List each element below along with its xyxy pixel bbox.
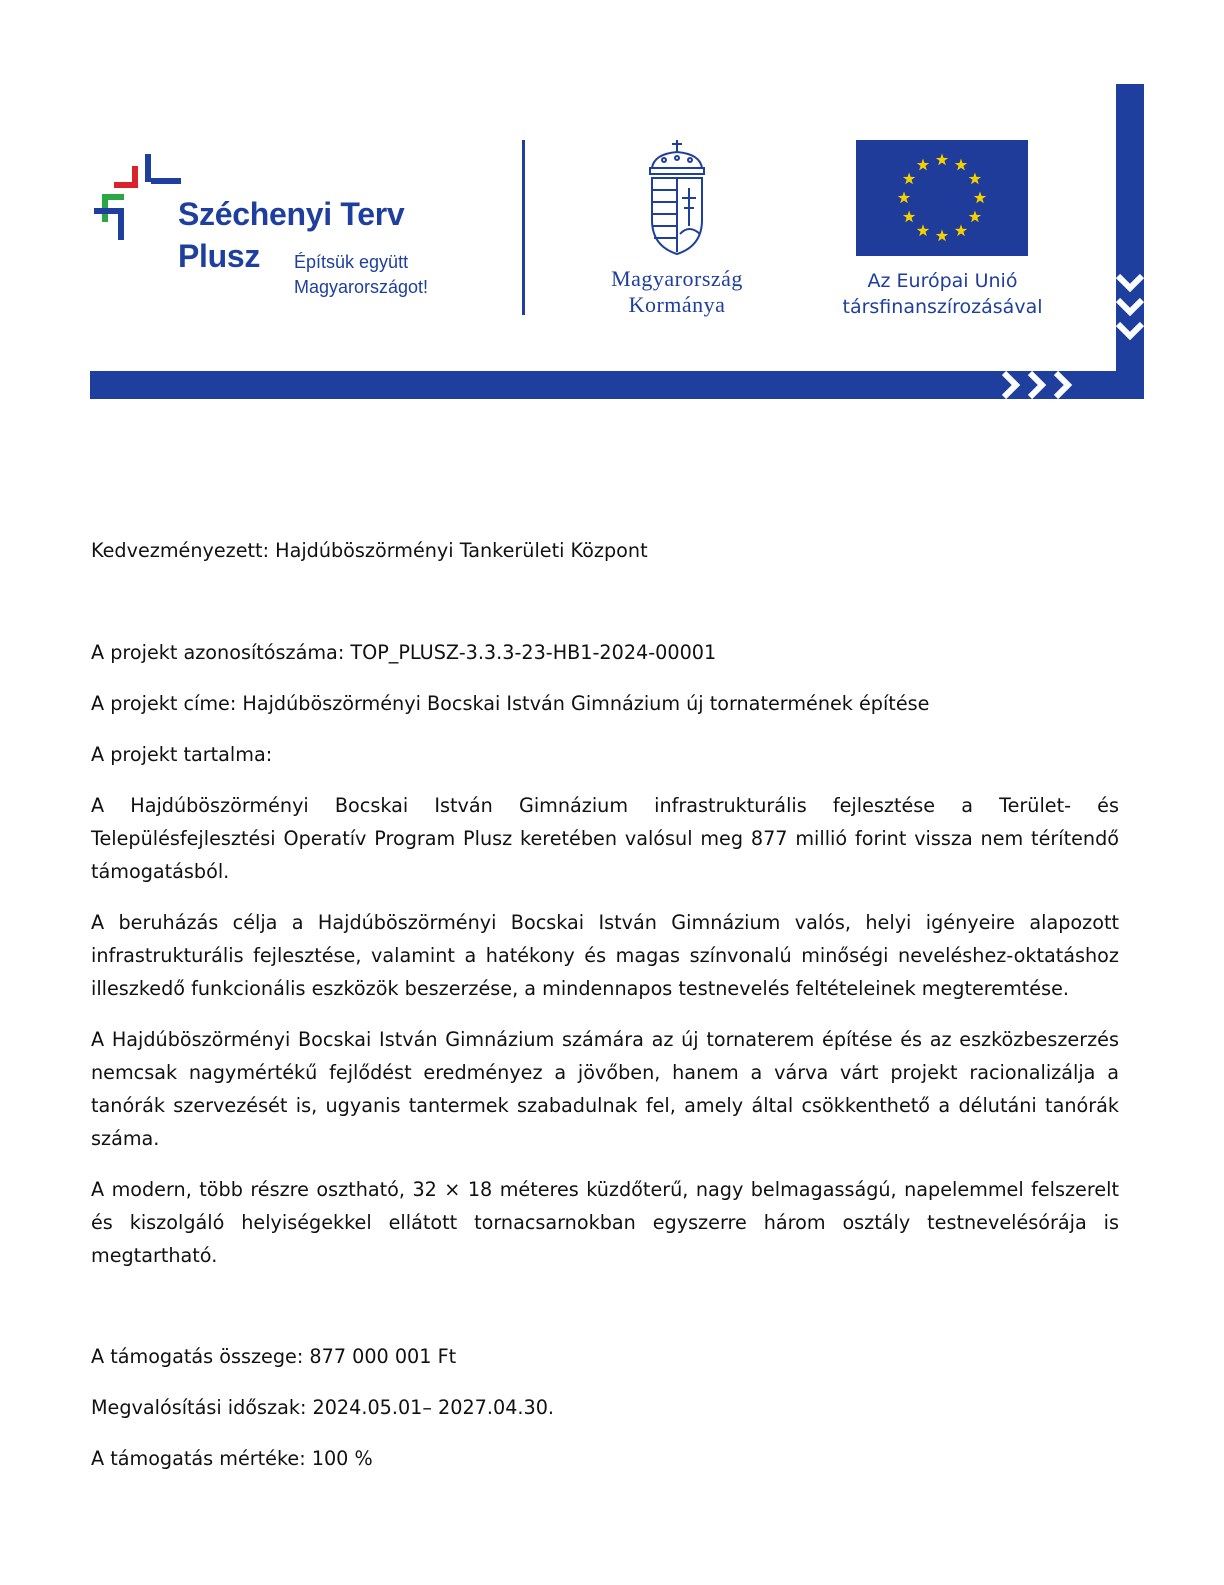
logo-divider: [522, 140, 525, 315]
government-name: [572, 266, 782, 318]
coat-of-arms-icon: [644, 138, 710, 258]
frame-right-bar: [1116, 84, 1144, 399]
beneficiary: Kedvezményezett: Hajdúböszörményi Tankerületi Központ: [91, 539, 648, 562]
eu-caption-line-2: társfinanszírozásával: [842, 296, 1043, 318]
government-line-1: Magyarország: [611, 266, 743, 291]
frame-bottom-bar: [90, 371, 1144, 399]
eu-caption: [820, 268, 1065, 320]
paragraph-3: A Hajdúböszörményi Bocskai István Gimnázium számára az új tornaterem építése és az eszközbeszerzés nemcsak nagymértékű fejlődést eredményez a jövőben, hanem a várva várt projekt racionalizálja a tanórák szervezését is, ugyanis tantermek szabadulnak fel, amely által csökkenthető a délutáni tanórák száma.: [91, 1028, 1119, 1150]
government-line-2: Kormánya: [628, 292, 726, 317]
szechenyi-title: Széchenyi Terv: [178, 196, 405, 232]
eu-flag-icon: [856, 140, 1028, 256]
project-id: A projekt azonosítószáma: TOP_PLUSZ-3.3.3-23-HB1-2024-00001: [91, 641, 717, 664]
project-title: A projekt címe: Hajdúböszörményi Bocskai István Gimnázium új tornatermének építése: [91, 692, 930, 715]
paragraph-4: A modern, több részre osztható, 32 × 18 méteres küzdőterű, nagy belmagasságú, napelemmel felszerelt és kiszolgáló helyiségekkel ellátott tornacsarnokban egyszerre három osztály testnevelésórája is megtartható.: [91, 1178, 1119, 1267]
paragraph-2: A beruházás célja a Hajdúböszörményi Bocskai István Gimnázium valós, helyi igényeire alapozott infrastrukturális fejlesztése, valamint a hatékony és magas színvonalú minőségi neveléshez-oktatáshoz illeszkedő funkcionális eszközök beszerzése, a mindennapos testnevelés feltételeinek megteremtése.: [91, 911, 1119, 1000]
eu-cofinancing-logo: [820, 140, 1070, 325]
government-logo: [572, 138, 782, 323]
slogan-line-2: Magyarországot!: [294, 277, 429, 297]
szechenyi-slogan: [294, 250, 464, 300]
paragraph-1: A Hajdúböszörményi Bocskai István Gimnázium infrastrukturális fejlesztése a Terület- és Településfejlesztési Operatív Program Plusz keretében valósul meg 877 millió forint vissza nem térítendő támogatásból.: [91, 794, 1119, 883]
szechenyi-cross-icon: [92, 152, 184, 244]
support-amount: A támogatás összege: 877 000 001 Ft: [91, 1345, 457, 1368]
slogan-line-1: Építsük együtt: [294, 252, 409, 272]
implementation-period: Megvalósítási időszak: 2024.05.01– 2027.04.30.: [91, 1396, 555, 1419]
szechenyi-plusz: Plusz: [178, 238, 261, 274]
content-heading: A projekt tartalma:: [91, 743, 273, 766]
szechenyi-terv-logo: [92, 152, 462, 302]
support-rate: A támogatás mértéke: 100 %: [91, 1447, 373, 1470]
header-banner: [0, 0, 1224, 410]
eu-caption-line-1: Az Európai Unió: [867, 270, 1018, 292]
